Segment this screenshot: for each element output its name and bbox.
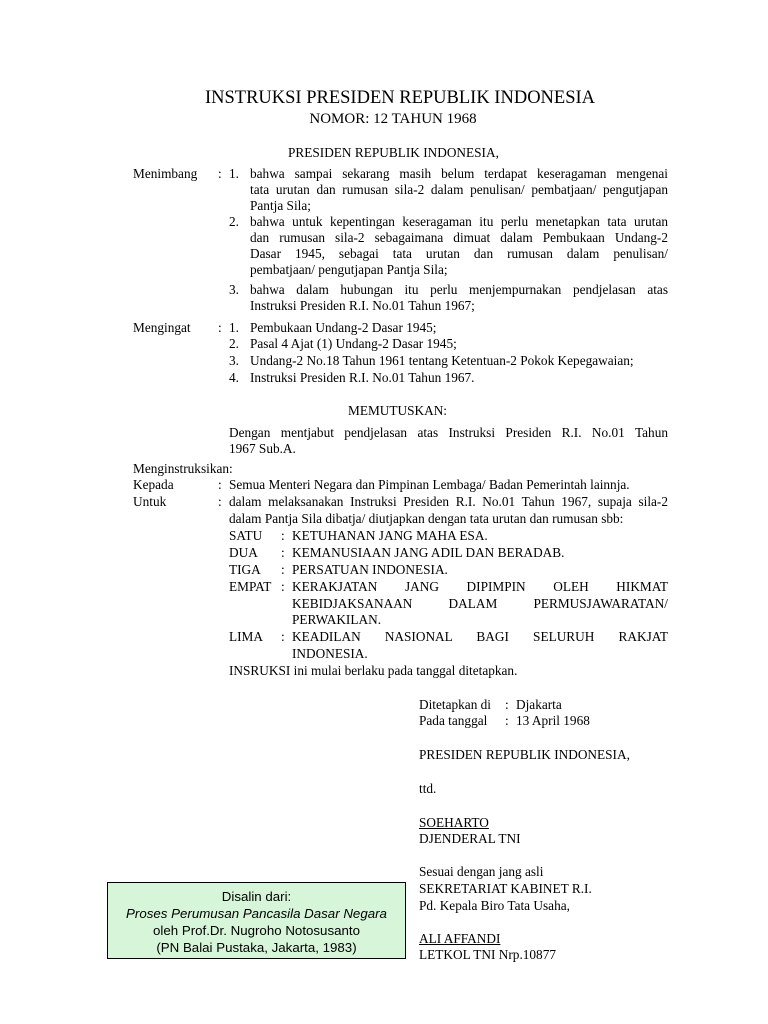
- mengingat-item-line: Pasal 4 Ajat (1) Undang-2 Dasar 1945;: [250, 336, 457, 351]
- menimbang-label: Menimbang: [133, 166, 198, 181]
- sila-label: DUA: [229, 545, 258, 560]
- mengingat-item-number: 4.: [229, 370, 239, 385]
- menimbang-item-line: tata urutan dan rumusan sila-2 dalam penulisan/ pembatjaan/ pengutjapan: [250, 182, 668, 197]
- sila-text: KEBIDJAKSANAAN DALAM PERMUSJAWARATAN/: [292, 596, 668, 611]
- mengingat-label: Mengingat: [133, 320, 191, 335]
- document-title: INSTRUKSI PRESIDEN REPUBLIK INDONESIA: [204, 88, 596, 108]
- sila-colon: :: [281, 528, 285, 543]
- closing-statement: INSRUKSI ini mulai berlaku pada tanggal ditetapkan.: [229, 663, 518, 678]
- menimbang-item-number: 3.: [229, 282, 239, 297]
- source-author: oleh Prof.Dr. Nugroho Notosusanto: [153, 923, 360, 938]
- sila-colon: :: [281, 562, 285, 577]
- signatory-name: SOEHARTO: [419, 815, 489, 830]
- sila-text: KEMANUSIAAN JANG ADIL DAN BERADAB.: [292, 545, 565, 560]
- authority-heading: PRESIDEN REPUBLIK INDONESIA,: [288, 145, 499, 160]
- sila-label: EMPAT: [229, 579, 272, 594]
- sila-label: SATU: [229, 528, 263, 543]
- menimbang-item-line: dan rumusan sila-2 sebagaimana dimuat dalam Pembukaan Undang-2: [250, 230, 668, 245]
- memutuskan-line: Dengan mentjabut pendjelasan atas Instruksi Presiden R.I. No.01 Tahun: [229, 425, 668, 440]
- sila-text: KETUHANAN JANG MAHA ESA.: [292, 528, 488, 543]
- sila-text: PERSATUAN INDONESIA.: [292, 562, 448, 577]
- sila-colon: :: [281, 629, 285, 644]
- mengingat-item-line: Pembukaan Undang-2 Dasar 1945;: [250, 320, 437, 335]
- certifier-name: ALI AFFANDI: [419, 931, 501, 946]
- document-number: NOMOR: 12 TAHUN 1968: [309, 111, 477, 127]
- instruction-heading: Menginstruksikan:: [133, 461, 233, 476]
- source-citation-box: [107, 882, 406, 959]
- source-book-title: Proses Perumusan Pancasila Dasar Negara: [126, 906, 387, 921]
- mengingat-item-line: Instruksi Presiden R.I. No.01 Tahun 1967.: [250, 370, 475, 385]
- mengingat-item-line: Undang-2 No.18 Tahun 1961 tentang Ketentuan-2 Pokok Kepegawaian;: [250, 353, 634, 368]
- menimbang-colon: :: [218, 166, 222, 181]
- untuk-colon: :: [218, 494, 222, 509]
- untuk-label: Untuk: [133, 494, 167, 509]
- signatory-rank: DJENDERAL TNI: [419, 831, 521, 846]
- source-publisher: (PN Balai Pustaka, Jakarta, 1983): [156, 940, 357, 955]
- sila-text: KERAKJATAN JANG DIPIMPIN OLEH HIKMAT: [292, 579, 668, 594]
- mengingat-item-number: 2.: [229, 336, 239, 351]
- kepada-label: Kepada: [133, 477, 174, 492]
- menimbang-item-line: Instruksi Presiden R.I. No.01 Tahun 1967;: [250, 298, 475, 313]
- sila-text: PERWAKILAN.: [292, 612, 382, 627]
- sila-text: INDONESIA.: [292, 646, 368, 661]
- certification-line: SEKRETARIAT KABINET R.I.: [419, 881, 592, 896]
- sila-colon: :: [281, 579, 285, 594]
- memutuskan-line: 1967 Sub.A.: [229, 441, 296, 456]
- date-colon: :: [505, 713, 509, 728]
- sila-text: KEADILAN NASIONAL BAGI SELURUH RAKJAT: [292, 629, 668, 644]
- place-colon: :: [505, 697, 509, 712]
- place-label: Ditetapkan di: [419, 697, 492, 712]
- ttd-mark: ttd.: [419, 781, 437, 796]
- sila-colon: :: [281, 545, 285, 560]
- sila-label: TIGA: [229, 562, 261, 577]
- signatory-office: PRESIDEN REPUBLIK INDONESIA,: [419, 747, 630, 762]
- menimbang-item-line: Pantja Sila;: [250, 198, 311, 213]
- untuk-line: dalam melaksanakan Instruksi Presiden R.I. No.01 Tahun 1967, supaja sila-2: [229, 494, 668, 509]
- place-value: Djakarta: [516, 697, 562, 712]
- date-value: 13 April 1968: [516, 713, 590, 728]
- certifier-rank: LETKOL TNI Nrp.10877: [419, 947, 557, 962]
- kepada-colon: :: [218, 477, 222, 492]
- mengingat-item-number: 1.: [229, 320, 239, 335]
- menimbang-item-line: pembatjaan/ pengutjapan Pantja Sila;: [250, 262, 448, 277]
- mengingat-colon: :: [218, 320, 222, 335]
- menimbang-item-line: Dasar 1945, sebagai tata urutan dan rumusan dalam penulisan/: [250, 246, 668, 261]
- menimbang-item-number: 2.: [229, 214, 239, 229]
- memutuskan-heading: MEMUTUSKAN:: [348, 403, 447, 418]
- date-label: Pada tanggal: [419, 713, 488, 728]
- menimbang-item-number: 1.: [229, 166, 239, 181]
- certification-line: Pd. Kepala Biro Tata Usaha,: [419, 898, 570, 913]
- source-heading: Disalin dari:: [221, 889, 292, 904]
- certification-line: Sesuai dengan jang asli: [419, 864, 544, 879]
- mengingat-item-number: 3.: [229, 353, 239, 368]
- sila-label: LIMA: [229, 629, 263, 644]
- untuk-line: dalam Pantja Sila dibatja/ diutjapkan dengan tata urutan dan rumusan sbb:: [229, 511, 624, 526]
- menimbang-item-line: bahwa sampai sekarang masih belum terdapat keseragaman mengenai: [250, 166, 668, 181]
- kepada-text: Semua Menteri Negara dan Pimpinan Lembaga/ Badan Pemerintah lainnja.: [229, 477, 630, 492]
- menimbang-item-line: bahwa untuk kepentingan keseragaman itu perlu menetapkan tata urutan: [250, 214, 668, 229]
- menimbang-item-line: bahwa dalam hubungan itu perlu menjempurnakan pendjelasan atas: [250, 282, 668, 297]
